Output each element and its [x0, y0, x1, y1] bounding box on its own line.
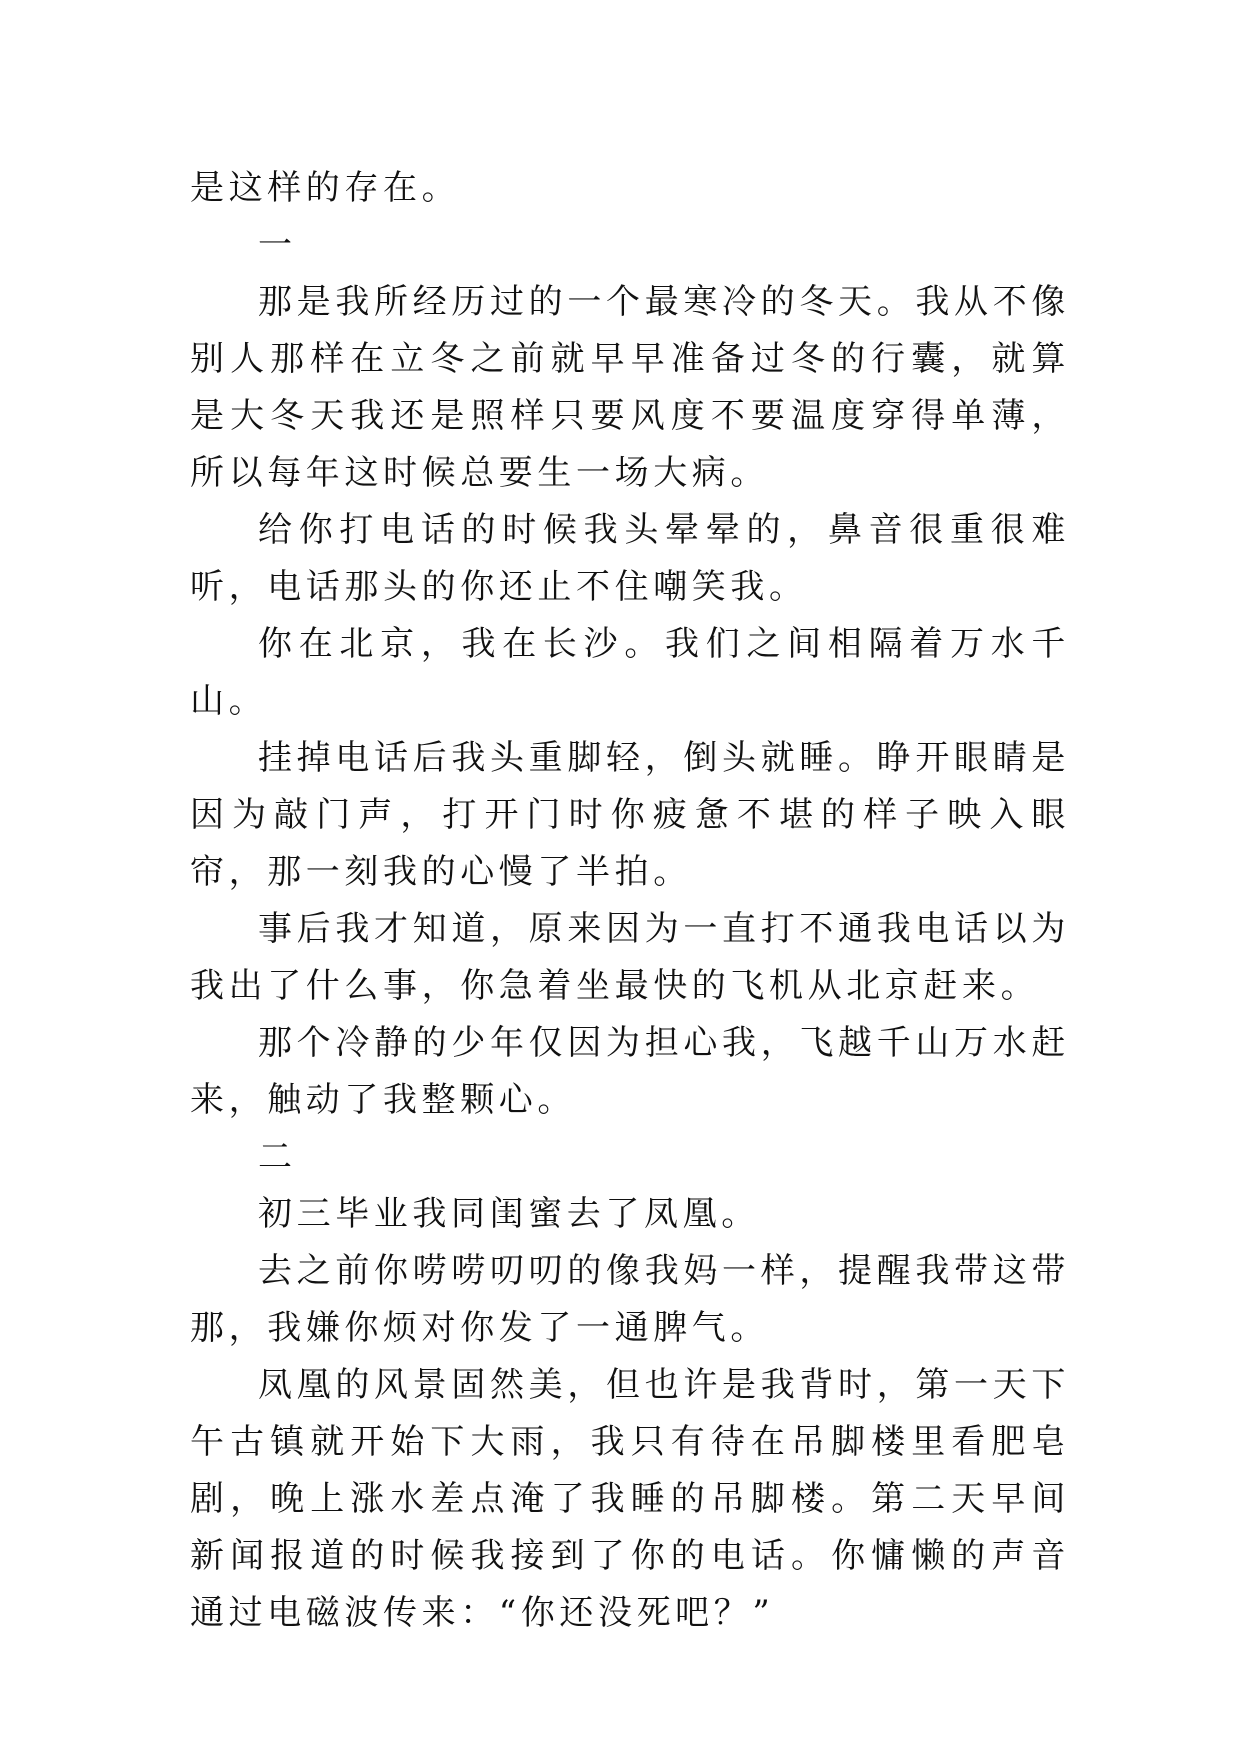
paragraph: 那是我所经历过的一个最寒冷的冬天。我从不像别人那样在立冬之前就早早准备过冬的行囊，就算是大冬天我还是照样只要风度不要温度穿得单薄，所以每年这时候总要生一场大病。 [190, 282, 1070, 493]
paragraph: 去之前你唠唠叨叨的像我妈一样，提醒我带这带那，我嫌你烦对你发了一通脾气。 [190, 1251, 1070, 1348]
section-heading-two: 二 [258, 1137, 297, 1177]
section-heading-one: 一 [258, 225, 297, 265]
paragraph: 初三毕业我同闺蜜去了凤凰。 [258, 1194, 760, 1234]
paragraph: 事后我才知道，原来因为一直打不通我电话以为我出了什么事，你急着坐最快的飞机从北京赶来。 [190, 909, 1070, 1006]
paragraph: 你在北京，我在长沙。我们之间相隔着万水千山。 [190, 624, 1070, 721]
paragraph: 给你打电话的时候我头晕晕的，鼻音很重很难听，电话那头的你还止不住嘲笑我。 [190, 510, 1070, 607]
paragraph: 凤凰的风景固然美，但也许是我背时，第一天下午古镇就开始下大雨，我只有待在吊脚楼里看肥皂剧，晚上涨水差点淹了我睡的吊脚楼。第二天早间新闻报道的时候我接到了你的电话。你慵懒的声音通过电磁波传来：“你还没死吧？” [190, 1365, 1070, 1633]
paragraph: 挂掉电话后我头重脚轻，倒头就睡。睁开眼睛是因为敲门声，打开门时你疲惫不堪的样子映入眼帘，那一刻我的心慢了半拍。 [190, 738, 1070, 892]
paragraph: 那个冷静的少年仅因为担心我，飞越千山万水赶来，触动了我整颗心。 [190, 1023, 1070, 1120]
paragraph-continuation: 是这样的存在。 [190, 168, 461, 208]
document-body [190, 160, 1070, 1642]
